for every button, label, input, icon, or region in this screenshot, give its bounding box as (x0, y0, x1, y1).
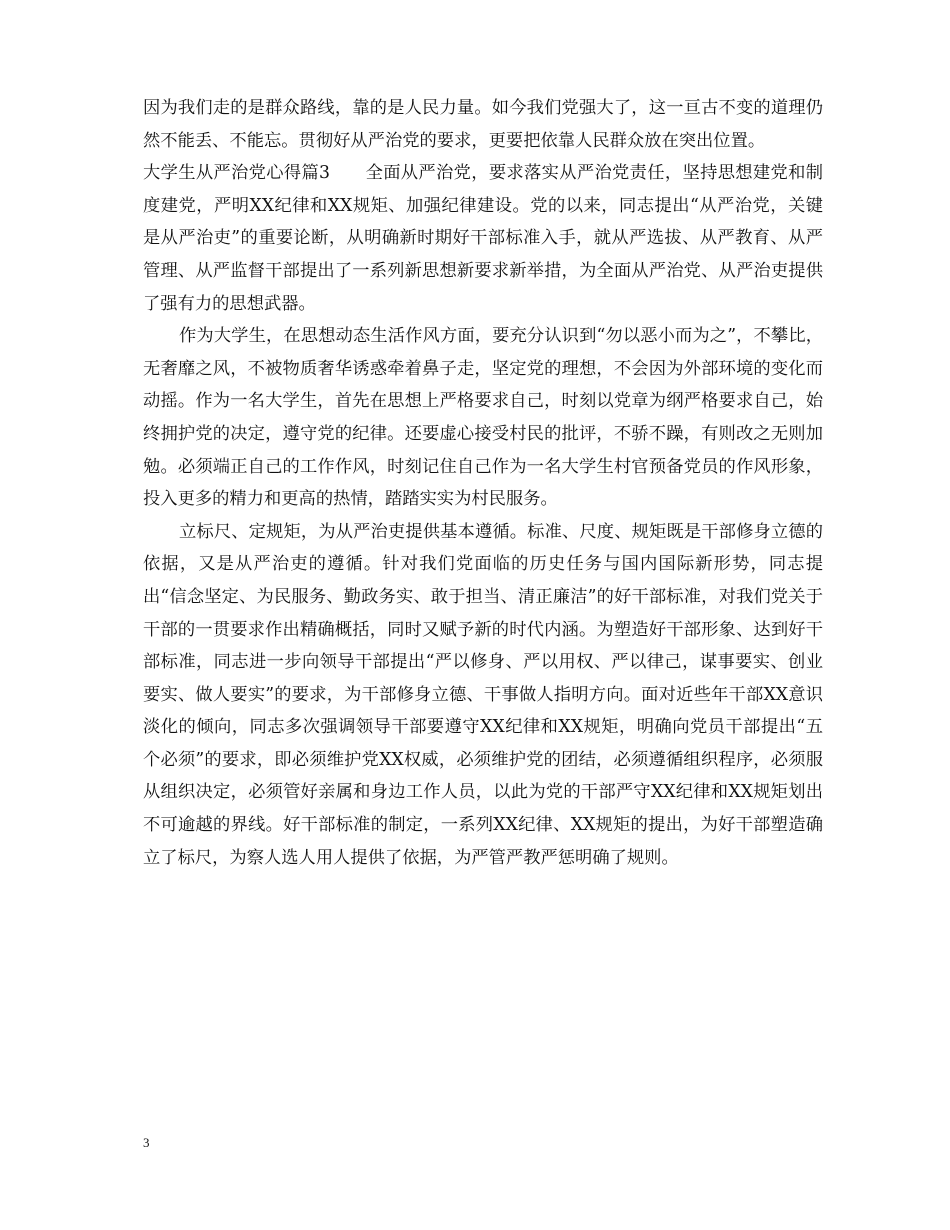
paragraph-standards: 立标尺、定规矩，为从严治吏提供基本遵循。标准、尺度、规矩既是干部修身立德的依据，又是从严治吏的遵循。针对我们党面临的历史任务与国内国际新形势，同志提出“信念坚定、为民服务、勤政务实、敢于担当、清正廉洁”的好干部标准，对我们党关于干部的一贯要求作出精确概括，同时又赋予新的时代内涵。为塑造好干部形象、达到好干部标准，同志进一步向领导干部提出“严以修身、严以用权、严以律己，谋事要实、创业要实、做人要实”的要求，为干部修身立德、干事做人指明方向。面对近些年干部XX意识淡化的倾向，同志多次强调领导干部要遵守XX纪律和XX规矩，明确向党员干部提出“五个必须”的要求，即必须维护党XX权威，必须维护党的团结，必须遵循组织程序，必须服从组织决定，必须管好亲属和身边工作人员，以此为党的干部严守XX纪律和XX规矩划出不可逾越的界线。好干部标准的制定，一系列XX纪律、XX规矩的提出，为好干部塑造确立了标尺，为察人选人用人提供了依据，为严管严教严惩明确了规则。 (143, 521, 823, 868)
page-number: 3 (143, 1135, 150, 1150)
paragraph-essay-3-intro: 大学生从严治党心得篇3 全面从严治党，要求落实从严治党责任，坚持思想建党和制度建党，严明XX纪律和XX规矩、加强纪律建设。党的以来，同志提出“从严治党，关键是从严治吏”的重要论断，从明确新时期好干部标准入手，就从严选拔、从严教育、从严管理、从严监督干部提出了一系列新思想新要求新举措，为全面从严治党、从严治吏提供了强有力的思想武器。 (143, 163, 823, 314)
paragraph-continuation: 因为我们走的是群众路线，靠的是人民力量。如今我们党强大了，这一亘古不变的道理仍然不能丢、不能忘。贯彻好从严治党的要求，更要把依靠人民群众放在突出位置。 (143, 98, 823, 151)
paragraph-student-conduct: 作为大学生，在思想动态生活作风方面，要充分认识到“勿以恶小而为之”，不攀比，无奢靡之风，不被物质奢华诱惑牵着鼻子走，坚定党的理想，不会因为外部环境的变化而动摇。作为一名大学生，首先在思想上严格要求自己，时刻以党章为纲严格要求自己，始终拥护党的决定，遵守党的纪律。还要虚心接受村民的批评，不骄不躁，有则改之无则加勉。必须端正自己的工作作风，时刻记住自己作为一名大学生村官预备党员的作风形象，投入更多的精力和更高的热情，踏踏实实为村民服务。 (143, 326, 823, 510)
document-body (143, 92, 823, 874)
